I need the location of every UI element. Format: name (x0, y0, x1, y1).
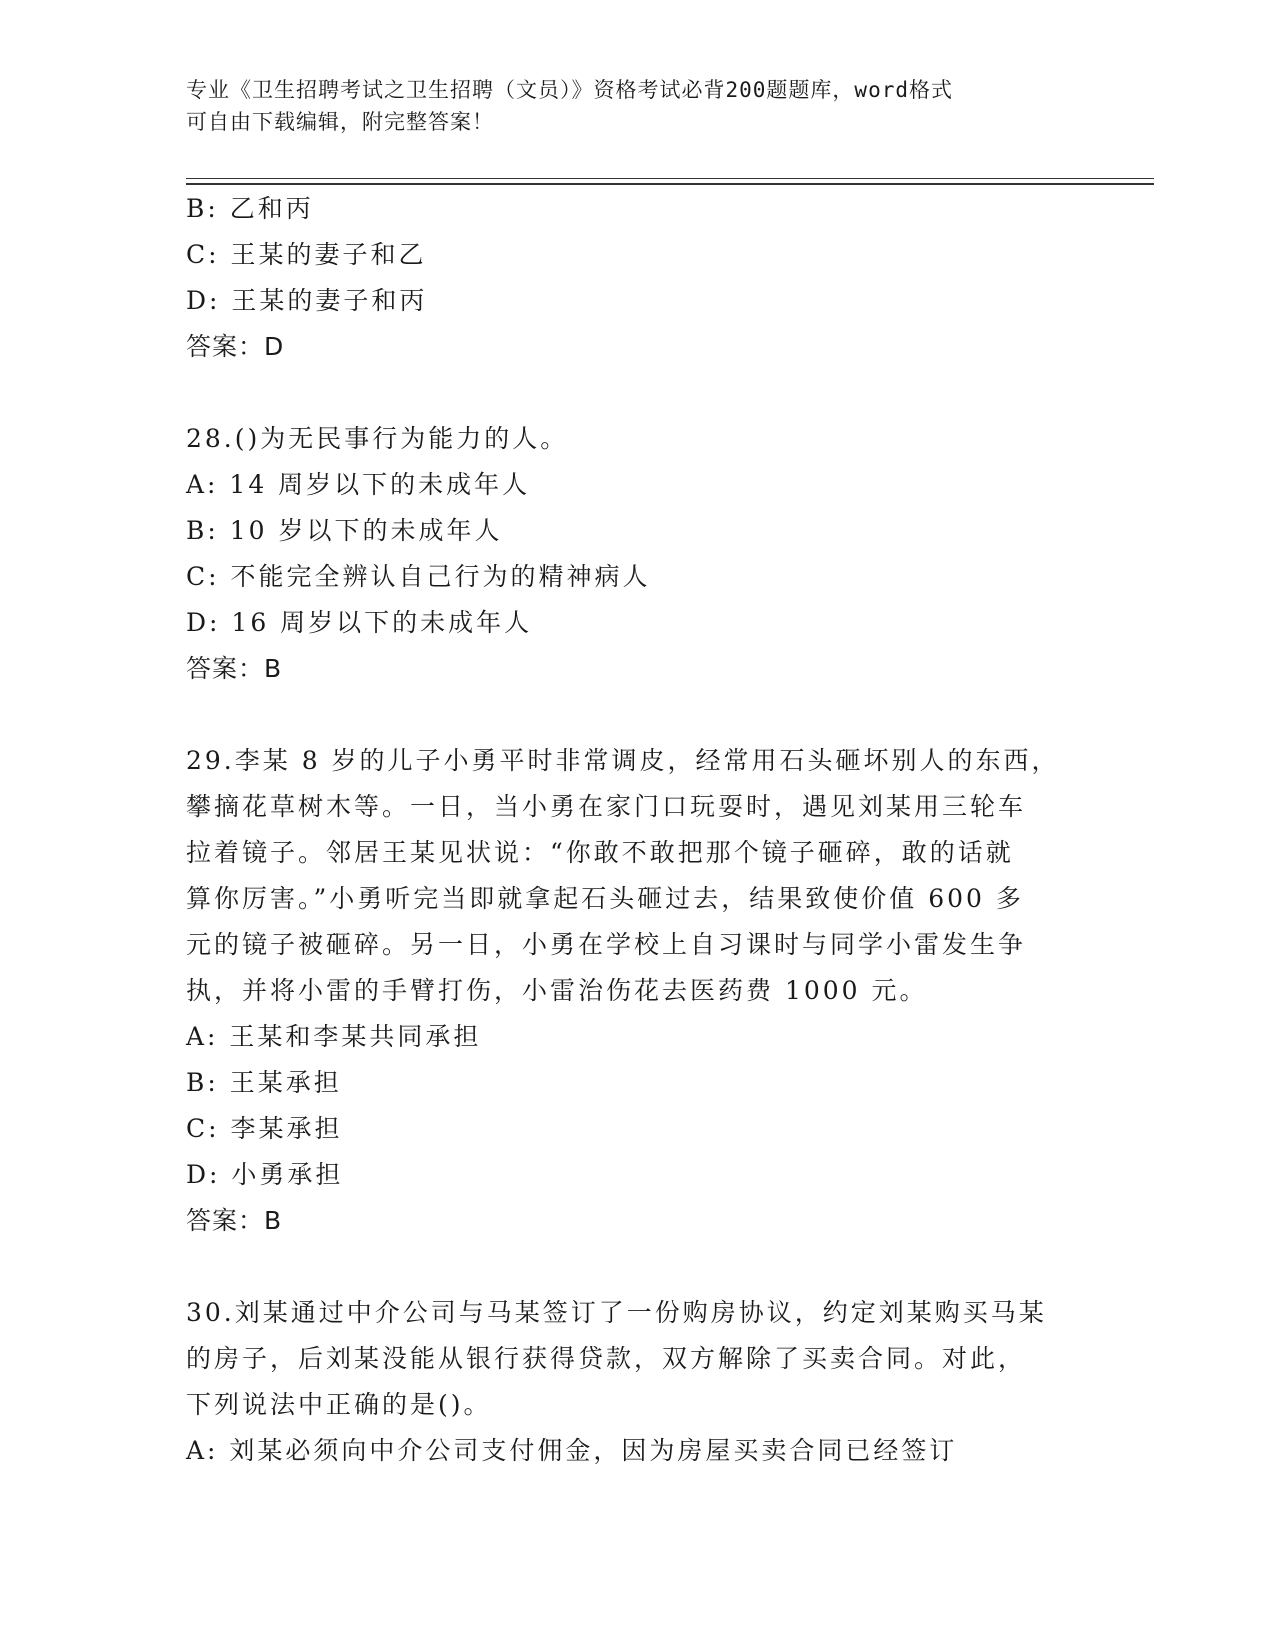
q30-stem-line: 30.刘某通过中介公司与马某签订了一份购房协议，约定刘某购买马某 (186, 1298, 1047, 1327)
q29-stem-line: 算你厉害。”小勇听完当即就拿起石头砸过去，结果致使价值 600 多 (186, 884, 1024, 913)
q28-option-a: A: 14 周岁以下的未成年人 (186, 470, 531, 499)
header-title-line-2: 可自由下载编辑，附完整答案！ (186, 110, 494, 134)
q29-option-d: D: 小勇承担 (186, 1160, 344, 1189)
q28-answer: 答案：B (186, 654, 283, 683)
q27-option-c: C: 王某的妻子和乙 (186, 240, 427, 269)
q29-stem-line: 执，并将小雷的手臂打伤，小雷治伤花去医药费 1000 元。 (186, 976, 928, 1005)
question-list (186, 186, 1086, 1474)
header-divider-thick (186, 183, 1154, 185)
q30-stem-line: 的房子，后刘某没能从银行获得贷款，双方解除了买卖合同。对此， (186, 1344, 1027, 1373)
q27-option-d: D: 王某的妻子和丙 (186, 286, 428, 315)
question-29 (186, 738, 1086, 1244)
q27-answer: 答案：D (186, 332, 285, 361)
q29-stem-line: 拉着镜子。邻居王某见状说：“你敢不敢把那个镜子砸碎，敢的话就 (186, 838, 1014, 867)
question-27 (186, 186, 1086, 370)
q29-option-c: C: 李某承担 (186, 1114, 343, 1143)
q29-option-a: A: 王某和李某共同承担 (186, 1022, 482, 1051)
q28-option-d: D: 16 周岁以下的未成年人 (186, 608, 533, 637)
q30-stem-line: 下列说法中正确的是()。 (186, 1390, 492, 1419)
question-28 (186, 416, 1086, 692)
spacer (186, 1244, 1086, 1290)
header-title-line-1: 专业《卫生招聘考试之卫生招聘（文员）》资格考试必背200题题库，word格式 (186, 78, 953, 102)
q29-stem-line: 元的镜子被砸碎。另一日，小勇在学校上自习课时与同学小雷发生争 (186, 930, 1027, 959)
header-divider-thin (186, 178, 1154, 179)
q27-option-b: B: 乙和丙 (186, 194, 314, 223)
q28-option-b: B: 10 岁以下的未成年人 (186, 516, 503, 545)
q28-option-c: C: 不能完全辨认自己行为的精神病人 (186, 562, 651, 591)
spacer (186, 370, 1086, 416)
q28-stem: 28.()为无民事行为能力的人。 (186, 424, 569, 453)
q30-option-a: A: 刘某必须向中介公司支付佣金，因为房屋买卖合同已经签订 (186, 1436, 958, 1465)
q29-stem-line: 29.李某 8 岁的儿子小勇平时非常调皮，经常用石头砸坏别人的东西， (186, 746, 1060, 775)
document-header (186, 74, 1066, 138)
question-30 (186, 1290, 1086, 1474)
q29-option-b: B: 王某承担 (186, 1068, 342, 1097)
q29-answer: 答案：B (186, 1206, 283, 1235)
q29-stem-line: 攀摘花草树木等。一日，当小勇在家门口玩耍时，遇见刘某用三轮车 (186, 792, 1027, 821)
spacer (186, 692, 1086, 738)
